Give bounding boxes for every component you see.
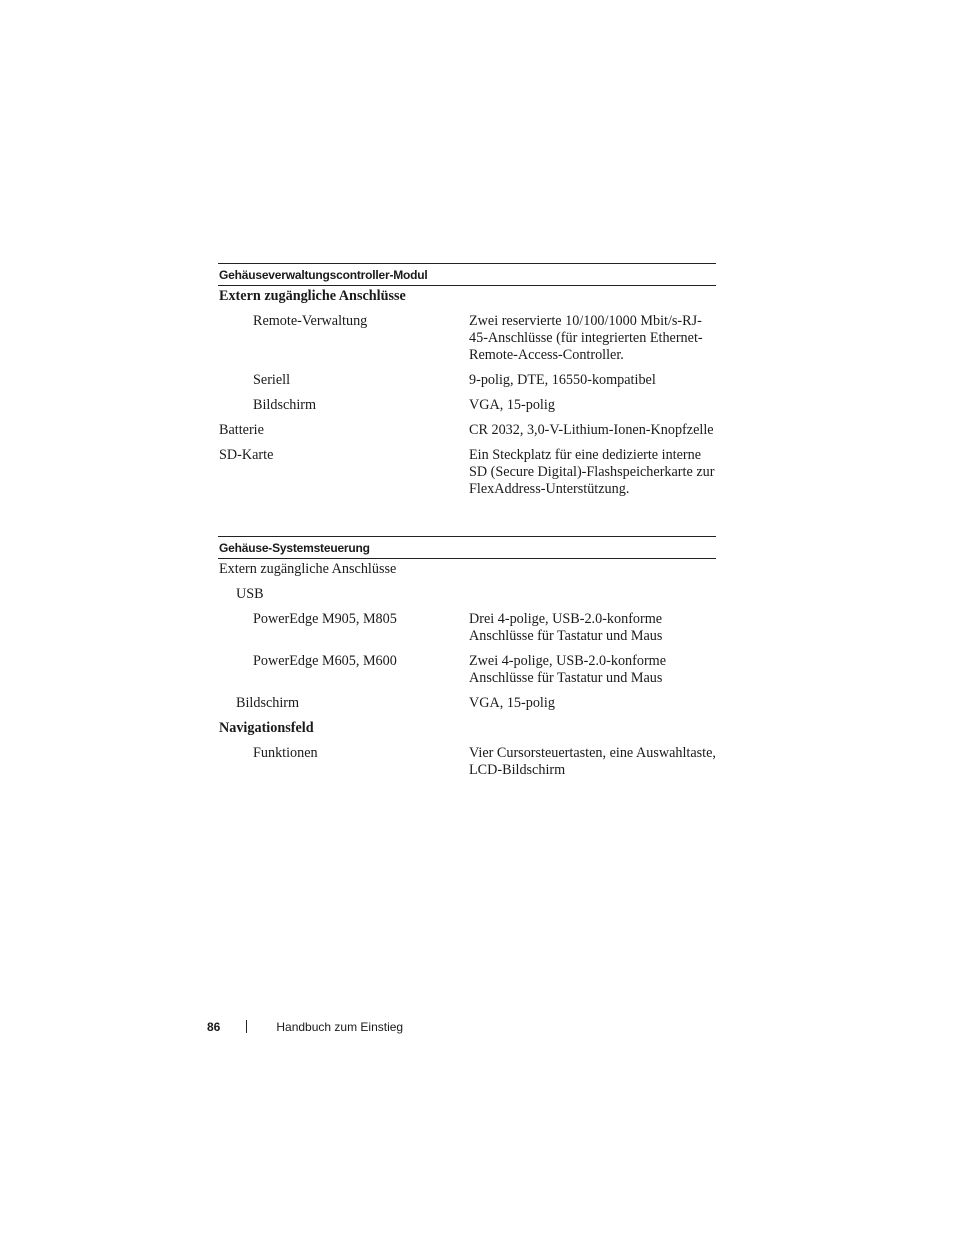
spec-row-functions [218, 745, 716, 787]
page-number: 86 [207, 1020, 221, 1034]
spec-value: VGA, 15-polig [469, 695, 555, 711]
spec-label: USB [236, 586, 264, 602]
spec-label: PowerEdge M605, M600 [253, 653, 397, 669]
spec-row-external-ports [218, 561, 716, 586]
spec-label: SD-Karte [219, 447, 274, 463]
spec-row-serial [218, 372, 716, 397]
spec-value: 9-polig, DTE, 16550-kompatibel [469, 372, 656, 388]
spec-label: Seriell [253, 372, 291, 388]
spec-label: Batterie [219, 422, 264, 438]
spec-row-remote-management [218, 313, 716, 372]
footer-separator [246, 1020, 247, 1033]
spec-row-external-ports [218, 288, 716, 313]
spec-label: Bildschirm [236, 695, 300, 711]
spec-row-sd-card [218, 447, 716, 506]
spec-row-video [218, 397, 716, 422]
spec-row-battery [218, 422, 716, 447]
spec-label: PowerEdge M905, M805 [253, 611, 397, 627]
spec-row-usb-m605-m600 [218, 653, 716, 695]
spec-row-usb-m905-m805 [218, 611, 716, 653]
spec-table-chassis-management-controller [218, 263, 716, 506]
spec-row-video [218, 695, 716, 720]
spec-value: CR 2032, 3,0-V-Lithium-Ionen-Knopfzelle [469, 422, 714, 438]
book-title: Handbuch zum Einstieg [276, 1020, 404, 1034]
spec-label: Bildschirm [253, 397, 317, 413]
spec-value: Vier Cursorsteuertasten, eine Auswahltaste, LCD-Bildschirm [469, 745, 716, 778]
spec-table-control-panel [218, 536, 716, 787]
section-heading: Gehäuseverwaltungscontroller-Modul [218, 263, 716, 286]
spec-value: Ein Steckplatz für eine dedizierte interne SD (Secure Digital)-Flashspeicherkarte zur FlexAddress-Unterstützung. [469, 447, 715, 497]
spec-row-navigation-panel [218, 720, 716, 745]
spec-value: VGA, 15-polig [469, 397, 555, 413]
spec-value: Zwei reservierte 10/100/1000 Mbit/s-RJ-45-Anschlüsse (für integrierten Ethernet-Remote-Access-Controller. [469, 313, 703, 363]
spec-rows [218, 286, 716, 506]
spec-label: Navigationsfeld [219, 720, 314, 736]
spec-label: Remote-Verwaltung [253, 313, 368, 329]
spec-row-usb [218, 586, 716, 611]
spec-label: Funktionen [253, 745, 318, 761]
spec-label: Extern zugängliche Anschlüsse [219, 288, 406, 304]
spec-rows [218, 559, 716, 787]
spec-label: Extern zugängliche Anschlüsse [219, 561, 397, 577]
page-footer [207, 1019, 403, 1035]
spec-value: Drei 4-polige, USB-2.0-konforme Anschlüsse für Tastatur und Maus [469, 611, 663, 644]
section-heading: Gehäuse-Systemsteuerung [218, 536, 716, 559]
spec-value: Zwei 4-polige, USB-2.0-konforme Anschlüsse für Tastatur und Maus [469, 653, 667, 686]
